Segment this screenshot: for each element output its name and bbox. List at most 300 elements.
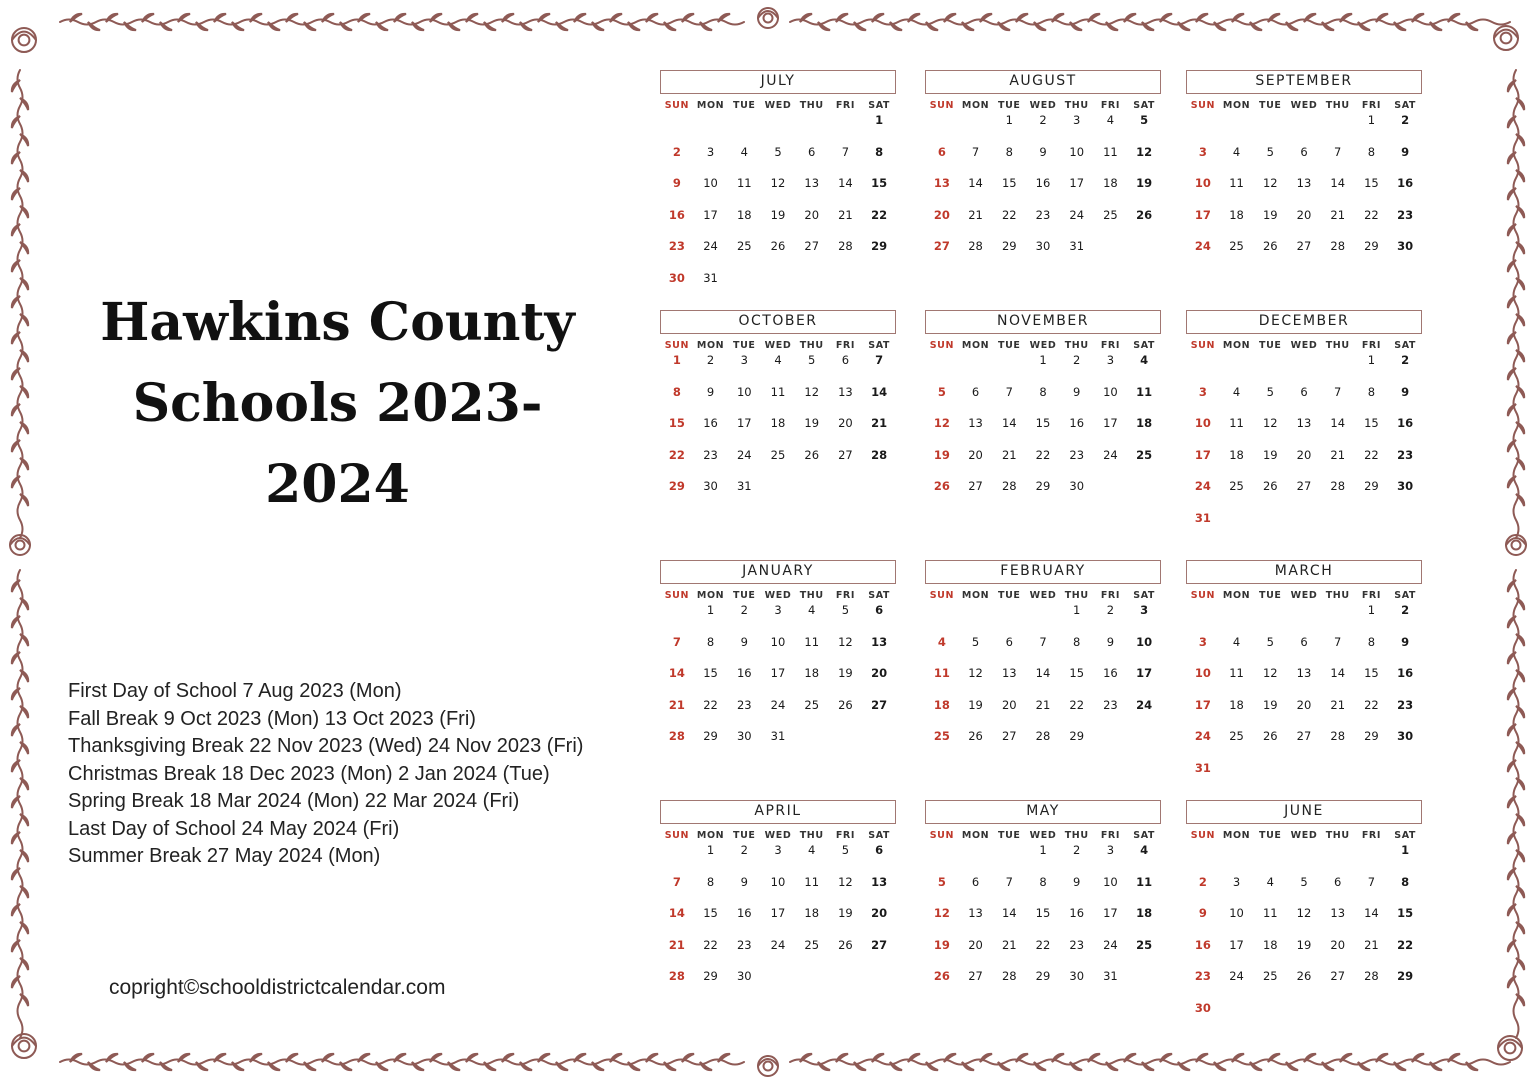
day-cell: 25 — [1136, 937, 1153, 952]
day-cell: 27 — [933, 239, 950, 253]
day-cell: 28 — [1330, 479, 1346, 493]
day-cell: 21 — [1330, 207, 1346, 222]
day-cell: 29 — [1035, 479, 1051, 493]
day-cell: 22 — [1001, 207, 1017, 222]
day-grid — [1186, 112, 1422, 270]
day-cell: 10 — [770, 874, 786, 889]
day-cell: 11 — [1262, 906, 1278, 920]
day-cell: 16 — [736, 666, 752, 680]
weekday-label: SUN — [929, 100, 954, 111]
day-cell: 15 — [1069, 666, 1085, 680]
weekday-label: FRI — [1100, 830, 1120, 841]
month-name: NOVEMBER — [925, 310, 1161, 334]
day-cell: 20 — [933, 207, 950, 222]
weekday-header — [1186, 829, 1422, 842]
day-cell: 14 — [1330, 416, 1346, 430]
weekday-label: TUE — [733, 830, 756, 841]
day-cell: 5 — [1140, 113, 1149, 127]
day-cell: 20 — [871, 666, 888, 680]
day-cell: 16 — [1194, 937, 1211, 952]
weekday-label: MON — [1222, 590, 1251, 601]
weekday-label: FRI — [835, 340, 855, 351]
day-cell: 14 — [1330, 176, 1346, 190]
empty-cell — [992, 842, 1026, 874]
day-cell: 15 — [871, 176, 888, 190]
day-cell: 22 — [703, 937, 718, 952]
day-cell: 16 — [668, 207, 685, 222]
day-cell: 5 — [937, 874, 946, 889]
day-cell: 6 — [937, 144, 946, 159]
weekday-label: SAT — [1133, 830, 1156, 841]
day-cell: 19 — [933, 937, 950, 952]
day-cell: 27 — [871, 937, 888, 952]
weekday-label: TUE — [998, 830, 1021, 841]
day-cell: 3 — [1073, 113, 1081, 127]
weekday-label: FRI — [1361, 830, 1381, 841]
weekday-label: SAT — [1394, 590, 1417, 601]
day-cell: 23 — [1069, 937, 1085, 952]
day-cell: 13 — [871, 874, 888, 889]
weekday-label: FRI — [1100, 340, 1120, 351]
day-cell: 11 — [1103, 144, 1118, 159]
weekday-label: SUN — [1190, 590, 1215, 601]
weekday-label: THU — [1325, 340, 1350, 351]
day-cell: 8 — [1401, 874, 1410, 889]
weekday-label: SUN — [664, 590, 689, 601]
day-cell: 21 — [1330, 447, 1346, 462]
month-may — [925, 800, 1161, 1000]
day-cell: 8 — [672, 384, 681, 399]
day-cell: 8 — [1005, 144, 1013, 159]
day-cell: 6 — [1300, 634, 1308, 649]
weekday-label: THU — [1064, 100, 1089, 111]
day-cell: 26 — [968, 729, 983, 743]
day-cell: 1 — [1367, 353, 1376, 367]
weekday-header — [660, 829, 896, 842]
day-cell: 24 — [1194, 479, 1211, 493]
weekday-label: TUE — [998, 340, 1021, 351]
day-cell: 29 — [871, 239, 888, 253]
empty-cell — [1355, 842, 1389, 874]
weekday-label: TUE — [1259, 590, 1282, 601]
day-cell: 17 — [703, 207, 718, 222]
day-cell: 7 — [875, 353, 884, 367]
weekday-label: SAT — [868, 340, 891, 351]
day-cell: 11 — [804, 634, 820, 649]
day-cell: 9 — [1073, 384, 1081, 399]
weekday-label: SUN — [664, 340, 689, 351]
day-cell: 31 — [1103, 969, 1118, 983]
event-last-day: Last Day of School 24 May 2024 (Fri) — [68, 817, 400, 840]
day-cell: 27 — [838, 447, 853, 462]
day-cell: 13 — [1296, 666, 1312, 680]
day-cell: 31 — [736, 479, 752, 493]
day-cell: 25 — [1103, 207, 1118, 222]
day-cell: 20 — [968, 937, 983, 952]
weekday-label: SUN — [664, 100, 689, 111]
day-cell: 26 — [804, 447, 820, 462]
day-cell: 3 — [1198, 634, 1207, 649]
day-cell: 6 — [971, 874, 980, 889]
day-cell: 27 — [968, 969, 983, 983]
page-title — [90, 282, 585, 525]
weekday-label: WED — [1029, 830, 1057, 841]
day-cell: 17 — [1194, 697, 1211, 712]
empty-cell — [1220, 842, 1254, 874]
day-cell: 4 — [1232, 144, 1241, 159]
day-cell: 30 — [1069, 969, 1085, 983]
weekday-label: FRI — [835, 830, 855, 841]
empty-cell — [959, 352, 993, 384]
day-cell: 28 — [1035, 729, 1051, 743]
day-cell: 7 — [841, 144, 850, 159]
empty-cell — [1287, 352, 1321, 384]
weekday-label: WED — [1029, 100, 1057, 111]
day-cell: 8 — [1073, 634, 1081, 649]
day-cell: 7 — [971, 144, 980, 159]
day-cell: 7 — [1367, 874, 1376, 889]
month-december — [1186, 310, 1422, 541]
day-cell: 22 — [1364, 447, 1379, 462]
weekday-header — [1186, 99, 1422, 112]
day-cell: 3 — [1198, 384, 1207, 399]
day-cell: 18 — [804, 666, 820, 680]
day-cell: 1 — [672, 353, 681, 367]
day-cell: 4 — [1140, 353, 1149, 367]
day-cell: 15 — [703, 666, 718, 680]
month-name: MAY — [925, 800, 1161, 824]
weekday-label: MON — [961, 100, 990, 111]
day-cell: 13 — [933, 176, 950, 190]
day-cell: 19 — [968, 697, 983, 712]
title-line: Hawkins County — [100, 292, 575, 353]
day-cell: 31 — [770, 729, 786, 743]
day-cell: 15 — [1001, 176, 1017, 190]
day-cell: 3 — [1106, 353, 1115, 367]
day-cell: 10 — [1103, 384, 1118, 399]
day-cell: 7 — [1005, 384, 1013, 399]
day-cell: 26 — [1136, 207, 1153, 222]
day-cell: 27 — [804, 239, 820, 253]
day-cell: 14 — [1001, 906, 1017, 920]
day-cell: 29 — [1001, 239, 1017, 253]
weekday-label: THU — [1064, 830, 1089, 841]
day-cell: 18 — [1103, 176, 1118, 190]
day-cell: 17 — [1194, 207, 1211, 222]
day-cell: 19 — [838, 666, 853, 680]
day-cell: 12 — [770, 176, 786, 190]
day-cell: 26 — [933, 479, 950, 493]
day-cell: 28 — [1330, 239, 1346, 253]
day-cell: 18 — [770, 416, 786, 430]
day-cell: 9 — [1106, 634, 1115, 649]
day-cell: 12 — [1262, 416, 1278, 430]
weekday-label: FRI — [835, 590, 855, 601]
day-cell: 1 — [1401, 843, 1410, 857]
day-cell: 14 — [668, 666, 685, 680]
day-grid — [660, 602, 896, 760]
day-cell: 4 — [1232, 384, 1241, 399]
day-cell: 16 — [736, 906, 752, 920]
day-cell: 2 — [1401, 603, 1410, 617]
day-cell: 19 — [770, 207, 786, 222]
day-cell: 20 — [1330, 937, 1346, 952]
day-cell: 1 — [1005, 113, 1013, 127]
weekday-label: TUE — [1259, 100, 1282, 111]
day-cell: 5 — [841, 843, 850, 857]
month-april — [660, 800, 896, 1000]
weekday-label: THU — [1064, 340, 1089, 351]
day-cell: 10 — [1103, 874, 1118, 889]
day-cell: 13 — [1296, 416, 1312, 430]
weekday-label: MON — [696, 830, 725, 841]
event-christmas-break: Christmas Break 18 Dec 2023 (Mon) 2 Jan 2024 (Tue) — [68, 762, 550, 785]
day-cell: 2 — [740, 603, 748, 617]
empty-cell — [1321, 602, 1355, 634]
day-cell: 14 — [668, 906, 685, 920]
day-cell: 24 — [1103, 447, 1118, 462]
weekday-header — [925, 339, 1161, 352]
day-cell: 13 — [968, 416, 983, 430]
day-cell: 3 — [774, 843, 782, 857]
day-grid — [925, 842, 1161, 1000]
day-cell: 25 — [1229, 729, 1244, 743]
day-cell: 30 — [1194, 1000, 1211, 1015]
day-cell: 25 — [804, 937, 820, 952]
day-cell: 30 — [1069, 479, 1085, 493]
day-cell: 12 — [1296, 906, 1312, 920]
day-cell: 5 — [1266, 384, 1274, 399]
weekday-header — [1186, 339, 1422, 352]
day-cell: 20 — [1296, 207, 1312, 222]
empty-cell — [1220, 112, 1254, 144]
day-cell: 18 — [1136, 906, 1153, 920]
day-cell: 4 — [808, 603, 816, 617]
day-grid — [925, 112, 1161, 270]
empty-cell — [1253, 842, 1287, 874]
day-cell: 30 — [703, 479, 718, 493]
weekday-header — [660, 339, 896, 352]
day-cell: 20 — [1296, 697, 1312, 712]
weekday-label: TUE — [733, 590, 756, 601]
empty-cell — [795, 112, 829, 144]
day-cell: 22 — [1364, 207, 1379, 222]
month-name: DECEMBER — [1186, 310, 1422, 334]
weekday-label: THU — [799, 590, 824, 601]
day-cell: 20 — [1001, 697, 1017, 712]
day-cell: 26 — [1262, 729, 1278, 743]
day-grid — [1186, 602, 1422, 791]
day-grid — [660, 842, 896, 1000]
empty-cell — [1220, 352, 1254, 384]
day-cell: 28 — [1001, 479, 1017, 493]
day-cell: 27 — [1296, 479, 1312, 493]
day-cell: 19 — [838, 906, 853, 920]
day-cell: 11 — [933, 666, 950, 680]
day-cell: 5 — [774, 144, 782, 159]
day-cell: 9 — [672, 176, 681, 190]
day-cell: 3 — [774, 603, 782, 617]
day-cell: 5 — [937, 384, 946, 399]
day-cell: 6 — [1005, 634, 1013, 649]
day-cell: 25 — [770, 447, 786, 462]
day-cell: 24 — [770, 697, 786, 712]
empty-cell — [1220, 602, 1254, 634]
day-cell: 22 — [871, 207, 888, 222]
day-cell: 12 — [968, 666, 983, 680]
day-cell: 13 — [1001, 666, 1017, 680]
day-cell: 6 — [875, 603, 884, 617]
day-cell: 12 — [933, 906, 950, 920]
day-cell: 21 — [1001, 447, 1017, 462]
day-cell: 14 — [871, 384, 888, 399]
day-cell: 1 — [706, 603, 715, 617]
day-grid — [660, 112, 896, 301]
day-cell: 15 — [1035, 906, 1051, 920]
day-cell: 8 — [1039, 874, 1047, 889]
weekday-label: WED — [1290, 100, 1318, 111]
day-cell: 2 — [740, 843, 748, 857]
day-cell: 7 — [1039, 634, 1047, 649]
day-cell: 7 — [1334, 384, 1342, 399]
weekday-label: MON — [696, 590, 725, 601]
day-cell: 15 — [1364, 176, 1379, 190]
day-cell: 11 — [736, 176, 752, 190]
day-cell: 12 — [1136, 144, 1153, 159]
day-cell: 28 — [838, 239, 853, 253]
day-cell: 30 — [1397, 729, 1414, 743]
day-cell: 21 — [1330, 697, 1346, 712]
day-cell: 5 — [808, 353, 816, 367]
day-cell: 17 — [1194, 447, 1211, 462]
day-cell: 9 — [706, 384, 715, 399]
day-cell: 11 — [1229, 416, 1244, 430]
weekday-label: FRI — [1361, 340, 1381, 351]
weekday-header — [925, 589, 1161, 602]
day-cell: 24 — [1136, 697, 1153, 712]
weekday-label: WED — [1029, 590, 1057, 601]
weekday-label: WED — [764, 590, 792, 601]
day-cell: 13 — [1296, 176, 1312, 190]
day-cell: 9 — [1401, 634, 1410, 649]
day-cell: 10 — [1069, 144, 1085, 159]
weekday-label: MON — [1222, 100, 1251, 111]
day-cell: 28 — [668, 969, 685, 983]
weekday-label: THU — [1325, 590, 1350, 601]
weekday-label: MON — [961, 340, 990, 351]
weekday-header — [925, 99, 1161, 112]
day-cell: 5 — [1300, 874, 1308, 889]
empty-cell — [959, 112, 993, 144]
month-name: JULY — [660, 70, 896, 94]
day-cell: 14 — [968, 176, 983, 190]
day-cell: 2 — [1106, 603, 1115, 617]
empty-cell — [1186, 602, 1220, 634]
day-cell: 6 — [1300, 144, 1308, 159]
day-cell: 15 — [668, 416, 685, 430]
day-cell: 14 — [838, 176, 853, 190]
weekday-label: FRI — [1100, 590, 1120, 601]
day-cell: 31 — [703, 270, 718, 285]
day-cell: 30 — [668, 270, 685, 285]
weekday-label: SAT — [868, 100, 891, 111]
day-cell: 2 — [1073, 843, 1081, 857]
weekday-label: THU — [799, 340, 824, 351]
day-cell: 3 — [1232, 874, 1241, 889]
weekday-header — [1186, 589, 1422, 602]
day-cell: 15 — [1035, 416, 1051, 430]
weekday-label: SAT — [868, 590, 891, 601]
empty-cell — [694, 112, 728, 144]
day-cell: 19 — [804, 416, 820, 430]
day-cell: 24 — [770, 937, 786, 952]
day-cell: 1 — [1073, 603, 1081, 617]
empty-cell — [925, 112, 959, 144]
day-cell: 23 — [1069, 447, 1085, 462]
weekday-label: WED — [1290, 830, 1318, 841]
day-cell: 21 — [838, 207, 853, 222]
weekday-label: TUE — [1259, 830, 1282, 841]
day-cell: 11 — [1136, 874, 1153, 889]
day-cell: 15 — [1397, 906, 1414, 920]
day-cell: 23 — [703, 447, 718, 462]
month-name: SEPTEMBER — [1186, 70, 1422, 94]
weekday-label: WED — [764, 100, 792, 111]
day-cell: 6 — [971, 384, 980, 399]
day-cell: 16 — [1069, 416, 1085, 430]
empty-cell — [925, 352, 959, 384]
day-cell: 27 — [968, 479, 983, 493]
day-cell: 18 — [1136, 416, 1153, 430]
day-cell: 16 — [1397, 416, 1414, 430]
weekday-label: FRI — [1361, 590, 1381, 601]
day-cell: 9 — [740, 634, 748, 649]
empty-cell — [1321, 352, 1355, 384]
day-cell: 5 — [841, 603, 850, 617]
day-cell: 18 — [933, 697, 950, 712]
month-july — [660, 70, 896, 301]
weekday-label: FRI — [835, 100, 855, 111]
day-cell: 4 — [1232, 634, 1241, 649]
day-cell: 12 — [838, 874, 853, 889]
day-cell: 22 — [703, 697, 718, 712]
day-cell: 29 — [703, 729, 718, 743]
weekday-label: SAT — [868, 830, 891, 841]
day-cell: 12 — [1262, 666, 1278, 680]
day-cell: 1 — [875, 113, 884, 127]
day-cell: 24 — [1229, 969, 1244, 983]
weekday-label: WED — [1290, 590, 1318, 601]
day-cell: 23 — [736, 697, 752, 712]
empty-cell — [1287, 602, 1321, 634]
day-cell: 7 — [672, 634, 681, 649]
day-cell: 19 — [933, 447, 950, 462]
weekday-label: SAT — [1133, 590, 1156, 601]
day-cell: 4 — [1140, 843, 1149, 857]
day-cell: 17 — [1103, 416, 1118, 430]
day-cell: 2 — [672, 144, 681, 159]
day-cell: 9 — [1073, 874, 1081, 889]
day-cell: 17 — [1229, 937, 1244, 952]
day-cell: 22 — [1035, 937, 1051, 952]
empty-cell — [1321, 842, 1355, 874]
weekday-label: SUN — [929, 590, 954, 601]
weekday-label: SUN — [1190, 100, 1215, 111]
empty-cell — [1186, 352, 1220, 384]
empty-cell — [1186, 842, 1220, 874]
day-cell: 28 — [1364, 969, 1379, 983]
day-grid — [660, 352, 896, 510]
